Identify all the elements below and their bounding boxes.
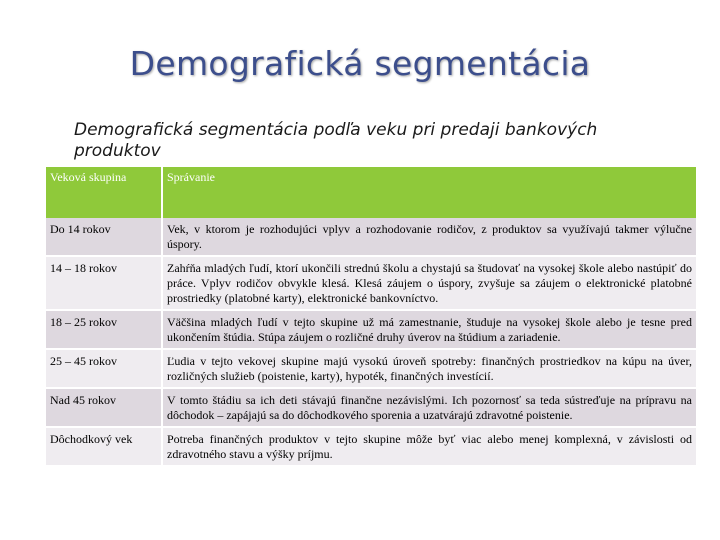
age-group-cell: 18 – 25 rokov (46, 310, 162, 349)
segmentation-table (46, 167, 698, 467)
age-group-cell: 25 – 45 rokov (46, 349, 162, 388)
behavior-cell: Vek, v ktorom je rozhodujúci vplyv a rozhodovanie rodičov, z produktov sa využívajú takmer výlučne úspory. (162, 218, 697, 256)
table-row (46, 310, 697, 349)
table-row (46, 218, 697, 256)
table-header-row (46, 167, 697, 218)
age-group-cell: Nad 45 rokov (46, 388, 162, 427)
behavior-cell: Väčšina mladých ľudí v tejto skupine už má zamestnanie, študuje na vysokej škole alebo je tesne pred ukončením štúdia. Stúpa záujem o rozličné druhy úverov na štúdium a zariadenie. (162, 310, 697, 349)
behavior-cell: V tomto štádiu sa ich deti stávajú finančne nezávislými. Ich pozornosť sa teda sústreďuje na prípravu na dôchodok – zapájajú sa do dôchodkového sporenia a uzatvárajú zdravotné poistenie. (162, 388, 697, 427)
behavior-cell: Ľudia v tejto vekovej skupine majú vysokú úroveň spotreby: finančných prostriedkov na kúpu na úver, rozličných služieb (poistenie, karty), hypoték, finančných investícií. (162, 349, 697, 388)
header-behavior: Správanie (162, 167, 697, 218)
table-row (46, 388, 697, 427)
slide-subtitle: Demografická segmentácia podľa veku pri predaji bankových produktov (74, 120, 598, 161)
age-group-cell: Dôchodkový vek (46, 427, 162, 466)
header-age-group: Veková skupina (46, 167, 162, 218)
behavior-cell: Zahŕňa mladých ľudí, ktorí ukončili strednú školu a chystajú sa študovať na vysokej škole alebo nastúpiť do práce. Vplyv rodičov obvykle klesá. Klesá záujem o úspory, zvyšuje sa záujem o elektronické platobné prostriedky (platobné karty), elektronické bankovníctvo. (162, 256, 697, 310)
age-group-cell: Do 14 rokov (46, 218, 162, 256)
slide-title: Demografická segmentácia (129, 44, 591, 83)
table-row (46, 349, 697, 388)
behavior-cell: Potreba finančných produktov v tejto skupine môže byť viac alebo menej komplexná, v závislosti od zdravotného stavu a výšky príjmu. (162, 427, 697, 466)
age-group-cell: 14 – 18 rokov (46, 256, 162, 310)
table-row (46, 427, 697, 466)
table-row (46, 256, 697, 310)
